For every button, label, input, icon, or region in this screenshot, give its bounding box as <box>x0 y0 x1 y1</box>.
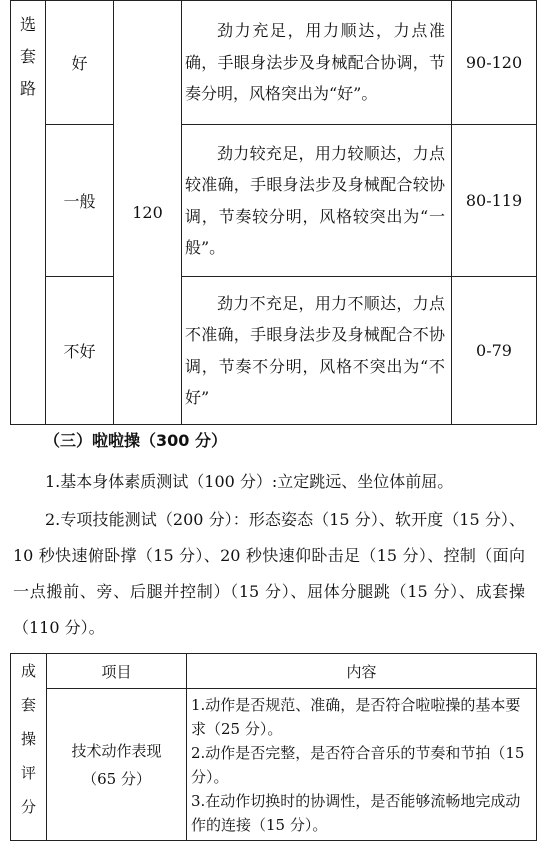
level-cell: 好 <box>46 1 114 125</box>
score-range-cell: 80-119 <box>452 125 537 277</box>
content-cell <box>187 689 537 841</box>
content-line: 3.在动作切换时的协调性，是否能够流畅地完成动作的连接（15 分）。 <box>191 791 521 834</box>
description-cell: 劲力不充足，用力不顺达，力点不准确，手眼身法步及身械配合不协调，节奏不分明，风格不突出为“不好” <box>182 277 452 425</box>
description-cell: 劲力充足，用力顺达，力点准确，手眼身法步及身械配合协调，节奏分明，风格突出为“好”。 <box>182 1 452 125</box>
category-char: 评 <box>20 764 36 782</box>
description-cell: 劲力较充足，用力较顺达，力点较准确，手眼身法步及身械配合较协调，节奏较分明，风格较突出为“一般”。 <box>182 125 452 277</box>
category-char: 选 <box>19 15 36 34</box>
routine-scoring-table <box>10 0 537 425</box>
paragraph-basic-test: 1.基本身体素质测试（100 分）:立定跳远、坐位体前屈。 <box>45 472 454 491</box>
category-char: 套 <box>20 696 36 714</box>
content-line: 2.动作是否完整，是否符合音乐的节奏和节拍（15 分）。 <box>191 743 525 786</box>
category-char: 分 <box>20 798 36 816</box>
score-range-cell: 90-120 <box>452 1 537 125</box>
item-cell <box>47 689 187 841</box>
content-line: 1.动作是否规范、准确，是否符合啦啦操的基本要求（25 分）。 <box>191 695 521 738</box>
level-cell: 一般 <box>46 125 114 277</box>
category-char: 成 <box>20 662 36 680</box>
total-score-cell: 120 <box>114 1 182 425</box>
category-char: 路 <box>19 79 36 98</box>
paragraph-skill-test: 2.专项技能测试（200 分）：形态姿态（15 分）、软开度（15 分）、10 秒快速俯卧撑（15 分）、20 秒快速仰卧击足（15 分）、控制（面向一点搬前、旁、后腿并控制）（15 分）、屈体分腿跳（15 分）、成套操（110 分）。 <box>13 510 525 637</box>
header-item: 项目 <box>47 654 187 689</box>
section-heading: （三）啦啦操（300 分） <box>44 431 227 450</box>
item-score: （65 分） <box>82 769 151 788</box>
item-name: 技术动作表现 <box>71 741 162 760</box>
category-char: 套 <box>19 47 36 66</box>
score-range-cell: 0-79 <box>452 277 537 425</box>
routine-evaluation-table <box>10 653 537 841</box>
header-content: 内容 <box>187 654 537 689</box>
category-char: 操 <box>20 730 36 748</box>
category-cell <box>11 1 46 425</box>
level-cell: 不好 <box>46 277 114 425</box>
category-cell <box>11 654 47 841</box>
